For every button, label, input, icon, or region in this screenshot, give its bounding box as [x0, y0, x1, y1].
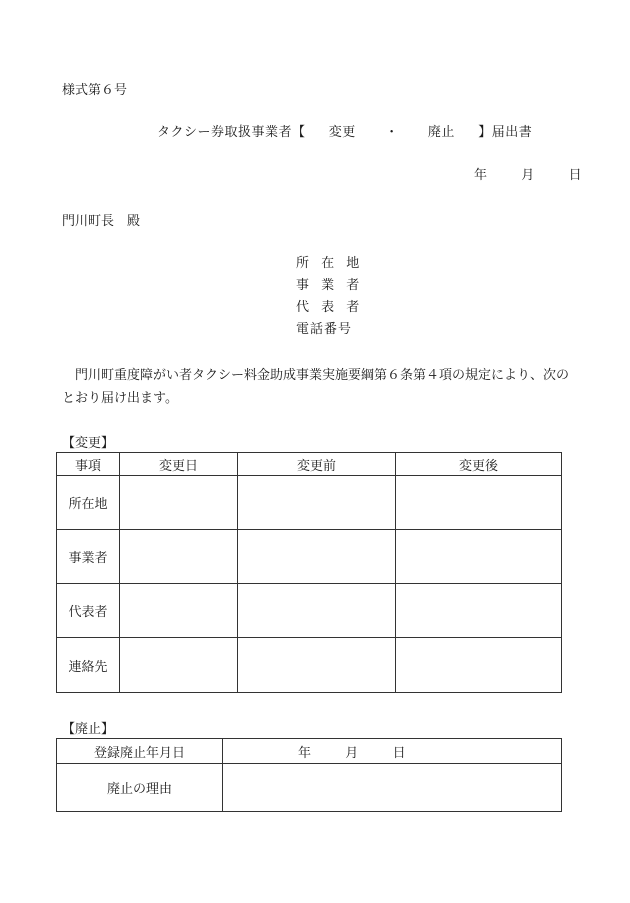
title-separator: ・: [385, 125, 399, 140]
header-item: 事項: [57, 453, 120, 476]
date-day-label: 日: [568, 168, 582, 183]
applicant-representative-label: 代 表 者: [296, 300, 364, 315]
before-cell[interactable]: [238, 584, 396, 638]
header-after: 変更後: [396, 453, 562, 476]
abolish-section-label: 【廃止】: [62, 722, 115, 737]
date-month-label: 月: [521, 168, 535, 183]
abolish-date-cell[interactable]: [223, 739, 562, 764]
title-abolish: 廃止: [427, 125, 455, 140]
after-cell[interactable]: [396, 638, 562, 693]
abolish-reason-cell[interactable]: [223, 764, 562, 812]
after-cell[interactable]: [396, 476, 562, 530]
row-label: 事業者: [57, 530, 120, 584]
title-suffix: 】届出書: [478, 125, 533, 140]
applicant-address-label: 所 在 地: [296, 256, 364, 271]
applicant-phone-label: 電話番号: [296, 322, 353, 337]
document-title: [157, 121, 532, 140]
table-row: [57, 476, 562, 530]
body-text: 門川町重度障がい者タクシー料金助成事業実施要綱第６条第４項の規定により、次のとおり届け出ます。: [62, 368, 570, 406]
row-label: 代表者: [57, 584, 120, 638]
header-before: 変更前: [238, 453, 396, 476]
before-cell[interactable]: [238, 530, 396, 584]
after-cell[interactable]: [396, 584, 562, 638]
table-row: [57, 584, 562, 638]
change-date-cell[interactable]: [120, 530, 238, 584]
change-date-cell[interactable]: [120, 638, 238, 693]
abolish-date-label: 登録廃止年月日: [57, 739, 223, 764]
submission-date: [474, 164, 582, 183]
title-prefix: タクシー券取扱事業者【: [157, 125, 306, 140]
change-table-header: [57, 453, 562, 476]
abolish-month-label: 月: [345, 745, 359, 761]
abolish-reason-row: [57, 764, 562, 812]
table-row: [57, 530, 562, 584]
change-date-cell[interactable]: [120, 584, 238, 638]
abolish-year-label: 年: [298, 745, 312, 761]
abolish-day-label: 日: [392, 745, 406, 761]
form-number: 様式第６号: [62, 83, 128, 98]
change-date-cell[interactable]: [120, 476, 238, 530]
row-label: 所在地: [57, 476, 120, 530]
abolish-date-row: [57, 739, 562, 764]
header-change-date: 変更日: [120, 453, 238, 476]
before-cell[interactable]: [238, 476, 396, 530]
change-section-label: 【変更】: [62, 436, 115, 451]
after-cell[interactable]: [396, 530, 562, 584]
applicant-block: [296, 253, 363, 341]
before-cell[interactable]: [238, 638, 396, 693]
applicant-business-label: 事 業 者: [296, 278, 364, 293]
table-row: [57, 638, 562, 693]
addressee: 門川町長 殿: [62, 214, 141, 229]
row-label: 連絡先: [57, 638, 120, 693]
abolish-reason-label: 廃止の理由: [57, 764, 223, 812]
title-change: 変更: [328, 125, 356, 140]
change-table: [56, 452, 562, 693]
date-year-label: 年: [474, 168, 488, 183]
abolish-table: [56, 738, 562, 812]
